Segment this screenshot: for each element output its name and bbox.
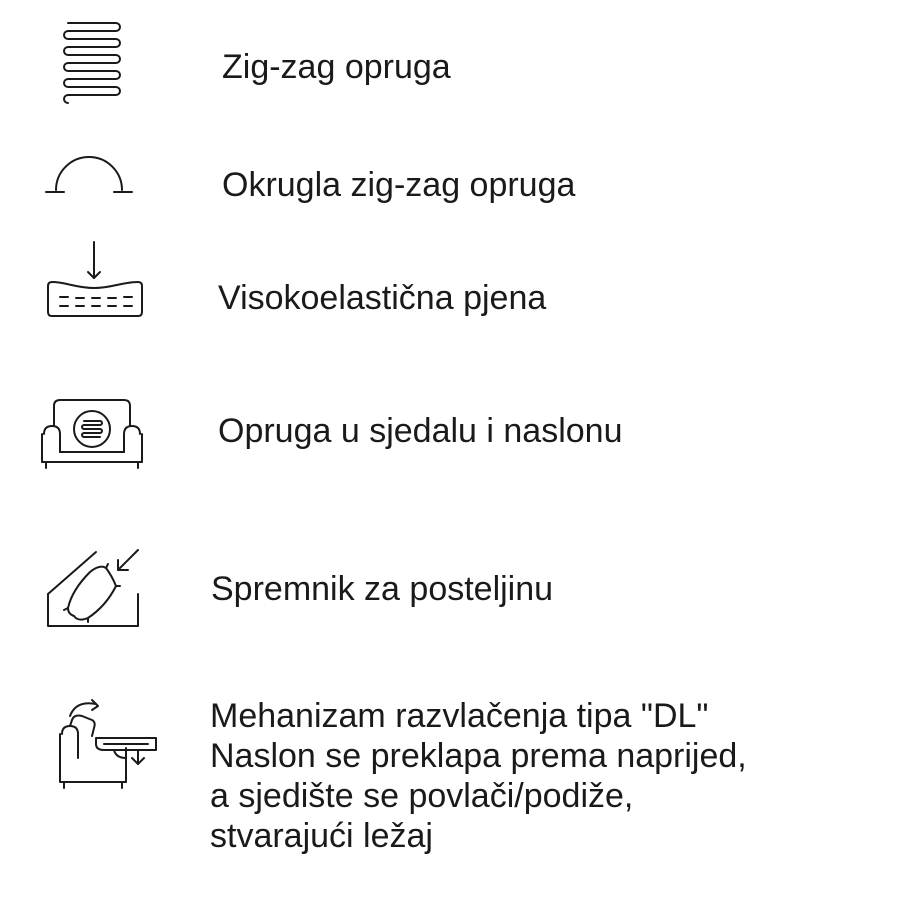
- sofa-bed-mechanism-icon: [56, 698, 160, 792]
- feature-label-line: Naslon se preklapa prema naprijed,: [210, 737, 747, 775]
- bedding-storage-icon: [44, 546, 144, 632]
- feature-label: Spremnik za posteljinu: [211, 570, 554, 608]
- feature-label: Okrugla zig-zag opruga: [222, 166, 576, 204]
- feature-label-line: stvarajući ležaj: [210, 817, 433, 855]
- feature-label-line: a sjedište se povlači/podiže,: [210, 777, 634, 815]
- feature-label: Opruga u sjedalu i naslonu: [218, 412, 623, 450]
- feature-label-multiline: [210, 696, 747, 856]
- memory-foam-icon: [46, 240, 146, 320]
- feature-label: Zig-zag opruga: [222, 48, 451, 86]
- zigzag-spring-icon: [60, 20, 124, 104]
- feature-label-line: Mehanizam razvlačenja tipa "DL": [210, 697, 709, 735]
- round-zigzag-spring-icon: [44, 152, 134, 196]
- armchair-spring-icon: [40, 396, 144, 472]
- feature-label: Visokoelastična pjena: [218, 279, 547, 317]
